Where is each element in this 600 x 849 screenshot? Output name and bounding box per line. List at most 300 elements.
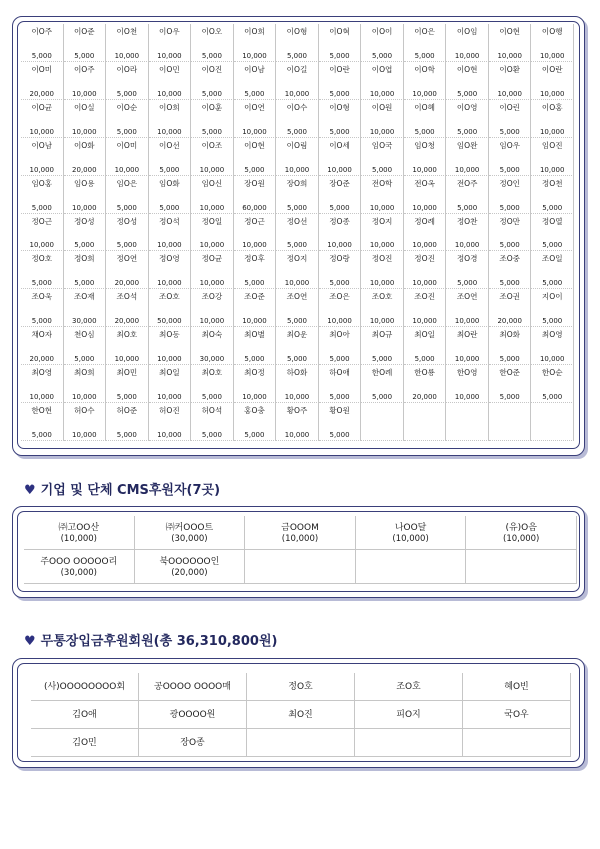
donor-cell bbox=[191, 289, 234, 327]
donor-name: 임O화 bbox=[159, 178, 180, 188]
donor-name: 허O진 bbox=[159, 406, 180, 416]
donor-amount: 5,000 bbox=[31, 317, 52, 326]
donor-cell bbox=[21, 365, 64, 403]
donor-amount: 5,000 bbox=[499, 393, 520, 402]
donor-amount: 10,000 bbox=[284, 165, 310, 174]
member-name-cell: 정O호 bbox=[247, 673, 355, 701]
cms-sponsor-name: 나OO달 bbox=[394, 523, 427, 533]
donor-cell bbox=[404, 403, 447, 441]
donor-amount: 5,000 bbox=[329, 279, 350, 288]
donor-name: 이O오 bbox=[201, 27, 223, 36]
member-name-cell bbox=[463, 729, 571, 757]
donor-name: 정O연 bbox=[116, 254, 138, 264]
donor-cell bbox=[149, 403, 192, 441]
donor-cell bbox=[234, 24, 277, 62]
donor-amount: 10,000 bbox=[539, 89, 565, 98]
donor-cell bbox=[106, 214, 149, 252]
donor-amount: 10,000 bbox=[157, 89, 182, 98]
cms-section-title-text: 기업 및 단체 CMS후원자(7곳) bbox=[40, 483, 221, 498]
donor-cell bbox=[489, 327, 532, 365]
donor-amount: 10,000 bbox=[369, 127, 395, 136]
donor-name: 전O학 bbox=[371, 178, 393, 188]
donor-amount: 5,000 bbox=[116, 393, 137, 402]
donor-name: 황O원 bbox=[329, 406, 350, 416]
donor-amount: 10,000 bbox=[412, 241, 437, 250]
donor-cell bbox=[106, 176, 149, 214]
donor-name: 이O진 bbox=[201, 64, 223, 74]
donor-cell bbox=[21, 403, 64, 441]
donor-cell bbox=[531, 403, 574, 441]
donor-name: 황O주 bbox=[286, 406, 308, 416]
donor-name: 정O선 bbox=[286, 216, 308, 226]
heart-icon: ♥ bbox=[24, 634, 36, 649]
donor-name: 이O화 bbox=[73, 140, 95, 150]
donor-cell bbox=[319, 365, 362, 403]
donor-name: 이O수 bbox=[286, 102, 308, 112]
donor-amount: 5,000 bbox=[499, 203, 520, 212]
donor-amount: 5,000 bbox=[329, 203, 350, 212]
donor-cell bbox=[106, 403, 149, 441]
donor-cell bbox=[319, 289, 362, 327]
donor-amount: 10,000 bbox=[369, 241, 395, 250]
donor-amount: 5,000 bbox=[499, 165, 520, 174]
donor-name: 조O재 bbox=[73, 292, 95, 302]
donor-amount: 10,000 bbox=[157, 393, 182, 402]
donor-cell bbox=[106, 251, 149, 289]
donor-name: 이O은 bbox=[414, 27, 435, 36]
heart-icon: ♥ bbox=[24, 483, 36, 498]
donor-cell bbox=[106, 24, 149, 62]
donor-cell bbox=[276, 327, 319, 365]
donor-amount: 10,000 bbox=[454, 241, 480, 250]
donor-cell bbox=[234, 365, 277, 403]
donor-name: 이O실 bbox=[73, 102, 95, 112]
cms-sponsor-name: (유)O음 bbox=[505, 523, 537, 533]
donor-amount: 5,000 bbox=[329, 430, 350, 439]
donor-amount: 5,000 bbox=[74, 51, 95, 60]
donor-cell bbox=[361, 289, 404, 327]
donor-cell bbox=[361, 403, 404, 441]
donor-name: 이O림 bbox=[286, 140, 308, 150]
donor-cell bbox=[319, 176, 362, 214]
cms-sponsor-amount: (10,000) bbox=[503, 534, 540, 544]
donor-cell bbox=[361, 214, 404, 252]
donor-name: 이O영 bbox=[456, 102, 478, 112]
donor-cell bbox=[64, 24, 107, 62]
cms-table bbox=[24, 516, 577, 584]
donor-name: 이O조 bbox=[201, 140, 223, 150]
donor-amount: 5,000 bbox=[116, 127, 137, 136]
donor-cell bbox=[276, 138, 319, 176]
donor-name: 정O열 bbox=[541, 216, 563, 226]
donor-name: 최O숙 bbox=[201, 330, 223, 340]
donor-cell bbox=[276, 365, 319, 403]
donor-amount: 10,000 bbox=[72, 127, 97, 136]
member-name-cell: 최O진 bbox=[247, 701, 355, 729]
donor-amount: 10,000 bbox=[29, 241, 55, 250]
donor-amount: 20,000 bbox=[72, 165, 97, 174]
donor-name: 조O연 bbox=[286, 292, 308, 302]
member-name-cell: 장O종 bbox=[139, 729, 247, 757]
member-section-title bbox=[24, 630, 277, 649]
donor-amount: 5,000 bbox=[329, 393, 350, 402]
cms-sponsor-amount: (10,000) bbox=[60, 534, 97, 544]
member-name-cell: 혜O빈 bbox=[463, 673, 571, 701]
member-name-cell: 광OOOO원 bbox=[139, 701, 247, 729]
donor-name: 지O이 bbox=[541, 292, 563, 302]
donor-cell bbox=[319, 138, 362, 176]
donor-cell bbox=[64, 289, 107, 327]
cms-sponsor-cell bbox=[135, 516, 246, 550]
donor-name: 이O홍 bbox=[541, 102, 563, 112]
donor-name: 이O길 bbox=[286, 64, 308, 74]
donor-cell bbox=[446, 100, 489, 138]
donor-name: 한O례 bbox=[371, 368, 393, 378]
donor-cell bbox=[64, 365, 107, 403]
donor-amount: 5,000 bbox=[116, 430, 137, 439]
donor-name: 이O희 bbox=[244, 27, 265, 36]
donor-amount: 10,000 bbox=[497, 89, 522, 98]
donor-amount: 5,000 bbox=[201, 393, 222, 402]
donor-name: 조O일 bbox=[541, 254, 563, 264]
donor-cell bbox=[446, 214, 489, 252]
donor-name: 정O희 bbox=[73, 254, 95, 264]
donor-name: 이O천 bbox=[116, 27, 138, 36]
donor-amount: 10,000 bbox=[114, 165, 140, 174]
donor-name: 이O린 bbox=[499, 102, 521, 112]
donor-amount: 5,000 bbox=[499, 127, 520, 136]
donor-name: 조O진 bbox=[414, 292, 435, 302]
donor-cell bbox=[531, 327, 574, 365]
donor-cell bbox=[489, 138, 532, 176]
cms-sponsor-name: ㈜고OO산 bbox=[58, 523, 100, 533]
donor-name: 이O균 bbox=[31, 102, 53, 112]
donor-amount: 10,000 bbox=[157, 51, 182, 60]
donor-name: 최O호 bbox=[116, 330, 138, 340]
donor-amount: 5,000 bbox=[329, 89, 350, 98]
donor-cell bbox=[531, 289, 574, 327]
donor-cell bbox=[234, 251, 277, 289]
donor-name: 하O화 bbox=[286, 368, 308, 378]
donor-name: 이O혜 bbox=[414, 102, 435, 112]
donor-amount: 10,000 bbox=[157, 279, 182, 288]
donor-name: 최O란 bbox=[456, 330, 478, 340]
cms-sponsor-amount: (10,000) bbox=[392, 534, 429, 544]
cms-sponsor-cell bbox=[24, 550, 135, 584]
donor-cell bbox=[276, 100, 319, 138]
donor-name: 최O별 bbox=[244, 330, 265, 340]
donor-amount: 10,000 bbox=[242, 241, 267, 250]
donor-amount: 10,000 bbox=[199, 317, 225, 326]
donor-amount: 20,000 bbox=[497, 317, 522, 326]
donor-name: 최O화 bbox=[499, 330, 521, 340]
donor-amount: 10,000 bbox=[72, 89, 97, 98]
donor-amount: 5,000 bbox=[116, 203, 137, 212]
donor-amount: 5,000 bbox=[201, 430, 222, 439]
donor-cell bbox=[21, 176, 64, 214]
donor-cell bbox=[361, 138, 404, 176]
donor-amount: 5,000 bbox=[286, 51, 307, 60]
donor-amount: 5,000 bbox=[31, 279, 52, 288]
donor-name: 이O환 bbox=[499, 64, 521, 74]
donor-cell bbox=[446, 138, 489, 176]
donor-amount: 5,000 bbox=[414, 355, 435, 364]
donor-cell bbox=[64, 403, 107, 441]
donor-name: 장O희 bbox=[286, 178, 308, 188]
donor-name: 이O원 bbox=[371, 102, 393, 112]
donor-cell bbox=[489, 289, 532, 327]
donor-name: 이O순 bbox=[116, 102, 138, 112]
donor-cell bbox=[21, 214, 64, 252]
donor-amount: 5,000 bbox=[286, 203, 307, 212]
donor-cell bbox=[276, 62, 319, 100]
donor-amount: 10,000 bbox=[412, 203, 437, 212]
donor-amount: 20,000 bbox=[29, 355, 55, 364]
donor-amount: 5,000 bbox=[31, 430, 52, 439]
cms-sponsor-name: 금OOOM bbox=[281, 523, 319, 533]
donor-amount: 10,000 bbox=[72, 393, 97, 402]
donor-name: 이O현 bbox=[499, 27, 521, 36]
donor-name: 한O순 bbox=[541, 368, 563, 378]
donor-amount: 5,000 bbox=[116, 89, 137, 98]
donor-amount: 5,000 bbox=[286, 241, 307, 250]
donor-amount: 10,000 bbox=[327, 241, 352, 250]
donor-amount: 50,000 bbox=[157, 317, 182, 326]
donor-cell bbox=[404, 62, 447, 100]
donor-cell bbox=[361, 365, 404, 403]
cms-sponsor-cell bbox=[466, 550, 577, 584]
donor-name: 최O민 bbox=[116, 368, 138, 378]
donor-name: 조O준 bbox=[244, 292, 265, 302]
donor-name: 정O균 bbox=[201, 254, 223, 264]
donor-cell bbox=[21, 62, 64, 100]
donor-amount: 5,000 bbox=[244, 279, 265, 288]
donor-amount: 5,000 bbox=[542, 241, 563, 250]
donor-cell bbox=[361, 24, 404, 62]
donor-name: 한O룡 bbox=[414, 368, 435, 378]
donor-cell bbox=[191, 138, 234, 176]
donor-name: 이O미 bbox=[31, 64, 53, 74]
donor-amount: 10,000 bbox=[284, 279, 310, 288]
donor-name: 이O형 bbox=[286, 27, 308, 36]
donor-name: 허O준 bbox=[116, 406, 138, 416]
donor-amount: 5,000 bbox=[457, 203, 478, 212]
donor-name: 정O랑 bbox=[329, 254, 350, 264]
donor-cell bbox=[64, 138, 107, 176]
donor-cell bbox=[21, 289, 64, 327]
donor-name: 정O천 bbox=[541, 178, 563, 188]
donor-name: 조O호 bbox=[159, 292, 180, 302]
donor-amount: 5,000 bbox=[329, 355, 350, 364]
donor-cell bbox=[234, 100, 277, 138]
donor-amount: 10,000 bbox=[199, 241, 225, 250]
donor-amount: 10,000 bbox=[29, 393, 55, 402]
donor-cell bbox=[319, 403, 362, 441]
donor-cell bbox=[106, 365, 149, 403]
donor-name: 정O진 bbox=[414, 254, 435, 264]
donor-amount: 5,000 bbox=[457, 279, 478, 288]
donor-name: 임O국 bbox=[371, 140, 393, 150]
donor-cell bbox=[64, 176, 107, 214]
donor-cell bbox=[489, 403, 532, 441]
member-name-cell: 공OOOO OOOO매 bbox=[139, 673, 247, 701]
donor-name: 채O자 bbox=[31, 330, 53, 340]
donor-cell bbox=[149, 327, 192, 365]
donor-cell bbox=[361, 100, 404, 138]
donor-amount: 10,000 bbox=[157, 355, 182, 364]
donor-amount: 5,000 bbox=[414, 51, 435, 60]
donor-name: 조O강 bbox=[201, 292, 223, 302]
donor-name: 정O성 bbox=[73, 216, 95, 226]
donor-cell bbox=[319, 100, 362, 138]
donor-cell bbox=[489, 62, 532, 100]
cms-sponsor-cell bbox=[356, 550, 467, 584]
donor-cell bbox=[149, 365, 192, 403]
donor-name: 정O성 bbox=[116, 216, 138, 226]
donor-cell bbox=[489, 365, 532, 403]
donor-amount: 20,000 bbox=[412, 393, 437, 402]
donor-amount: 5,000 bbox=[372, 51, 393, 60]
donor-amount: 10,000 bbox=[114, 355, 140, 364]
donor-cell bbox=[404, 138, 447, 176]
donor-name: 이O행 bbox=[541, 27, 563, 36]
donor-name: 이O주 bbox=[31, 27, 53, 36]
donor-name: 임O우 bbox=[499, 140, 521, 150]
donor-name: 이O주 bbox=[73, 64, 95, 74]
donor-amount: 10,000 bbox=[114, 51, 140, 60]
donor-cell bbox=[319, 214, 362, 252]
donor-name: 정O지 bbox=[286, 254, 308, 264]
donor-cell bbox=[404, 289, 447, 327]
cms-sponsor-cell bbox=[24, 516, 135, 550]
donor-table bbox=[21, 24, 574, 441]
cms-sponsor-cell bbox=[245, 550, 356, 584]
donor-cell bbox=[319, 24, 362, 62]
donor-cell bbox=[446, 251, 489, 289]
donor-amount: 60,000 bbox=[242, 203, 267, 212]
donor-name: 이O남 bbox=[31, 140, 53, 150]
donor-name: 이O라 bbox=[116, 64, 138, 74]
cms-sponsor-cell bbox=[466, 516, 577, 550]
donor-amount: 5,000 bbox=[542, 279, 563, 288]
cms-sponsor-amount: (20,000) bbox=[171, 568, 208, 578]
donor-amount: 5,000 bbox=[201, 89, 222, 98]
donor-amount: 5,000 bbox=[542, 317, 563, 326]
donor-amount: 10,000 bbox=[242, 51, 267, 60]
donor-cell bbox=[106, 100, 149, 138]
donor-cell bbox=[276, 176, 319, 214]
donor-name: 한O준 bbox=[499, 368, 521, 378]
donor-cell bbox=[489, 100, 532, 138]
donor-cell bbox=[361, 176, 404, 214]
donor-cell bbox=[531, 251, 574, 289]
donor-amount: 10,000 bbox=[284, 393, 310, 402]
donor-cell bbox=[106, 289, 149, 327]
member-table bbox=[31, 673, 571, 757]
donor-name: 최O정 bbox=[244, 368, 265, 378]
donor-cell bbox=[446, 24, 489, 62]
donor-cell bbox=[234, 138, 277, 176]
donor-name: 조O중 bbox=[499, 254, 521, 264]
donor-amount: 10,000 bbox=[369, 203, 395, 212]
donor-name: 정O종 bbox=[329, 216, 350, 226]
donor-amount: 5,000 bbox=[542, 393, 563, 402]
cms-sponsor-cell bbox=[245, 516, 356, 550]
donor-cell bbox=[361, 327, 404, 365]
donor-cell bbox=[234, 327, 277, 365]
donor-cell bbox=[531, 138, 574, 176]
donor-amount: 10,000 bbox=[29, 165, 55, 174]
donor-cell bbox=[531, 24, 574, 62]
donor-cell bbox=[531, 214, 574, 252]
donor-cell bbox=[276, 403, 319, 441]
donor-name: 정O후 bbox=[244, 254, 265, 264]
donor-name: 최O영 bbox=[541, 330, 563, 340]
donor-amount: 5,000 bbox=[244, 355, 265, 364]
donor-cell bbox=[149, 214, 192, 252]
donor-cell bbox=[234, 214, 277, 252]
donor-name: 하O애 bbox=[329, 368, 350, 378]
donor-name: 이O형 bbox=[329, 102, 350, 112]
donor-cell bbox=[446, 327, 489, 365]
donor-cell bbox=[276, 251, 319, 289]
donor-amount: 5,000 bbox=[499, 355, 520, 364]
donor-cell bbox=[404, 176, 447, 214]
donor-amount: 10,000 bbox=[72, 430, 97, 439]
donor-cell bbox=[404, 214, 447, 252]
donor-name: 정O만 bbox=[499, 216, 521, 226]
donor-name: 정O례 bbox=[414, 216, 435, 226]
donor-cell bbox=[21, 138, 64, 176]
donor-name: 정O진 bbox=[371, 254, 393, 264]
donor-cell bbox=[149, 289, 192, 327]
donor-amount: 10,000 bbox=[369, 89, 395, 98]
donor-amount: 10,000 bbox=[497, 51, 522, 60]
donor-amount: 5,000 bbox=[74, 355, 95, 364]
donor-cell bbox=[276, 24, 319, 62]
donor-amount: 10,000 bbox=[539, 165, 565, 174]
donor-amount: 5,000 bbox=[159, 165, 180, 174]
donor-name: 이O희 bbox=[159, 102, 180, 112]
donor-name: 최O일 bbox=[414, 330, 435, 340]
donor-name: 장O준 bbox=[329, 178, 350, 188]
donor-cell bbox=[446, 403, 489, 441]
member-name-cell: (사)OOOOOOOO회 bbox=[31, 673, 139, 701]
donor-cell bbox=[191, 403, 234, 441]
donor-name: 정O인 bbox=[499, 178, 521, 188]
donor-cell bbox=[21, 100, 64, 138]
member-name-cell bbox=[355, 729, 463, 757]
donor-amount: 5,000 bbox=[457, 89, 478, 98]
donor-cell bbox=[191, 327, 234, 365]
donor-name: 정O지 bbox=[371, 216, 393, 226]
donor-cell bbox=[319, 327, 362, 365]
donor-amount: 5,000 bbox=[329, 51, 350, 60]
donor-cell bbox=[64, 251, 107, 289]
donor-name: 이O란 bbox=[329, 64, 350, 74]
donor-cell bbox=[64, 100, 107, 138]
donor-name: 홍O충 bbox=[244, 406, 265, 416]
donor-amount: 10,000 bbox=[157, 241, 182, 250]
donor-name: 최O일 bbox=[159, 368, 180, 378]
donor-amount: 5,000 bbox=[74, 241, 95, 250]
donor-cell bbox=[489, 214, 532, 252]
donor-name: 이O혁 bbox=[329, 27, 350, 36]
donor-name: 이O현 bbox=[244, 140, 265, 150]
donor-name: 임O은 bbox=[116, 178, 138, 188]
donor-name: 이O연 bbox=[244, 102, 265, 112]
donor-cell bbox=[361, 251, 404, 289]
